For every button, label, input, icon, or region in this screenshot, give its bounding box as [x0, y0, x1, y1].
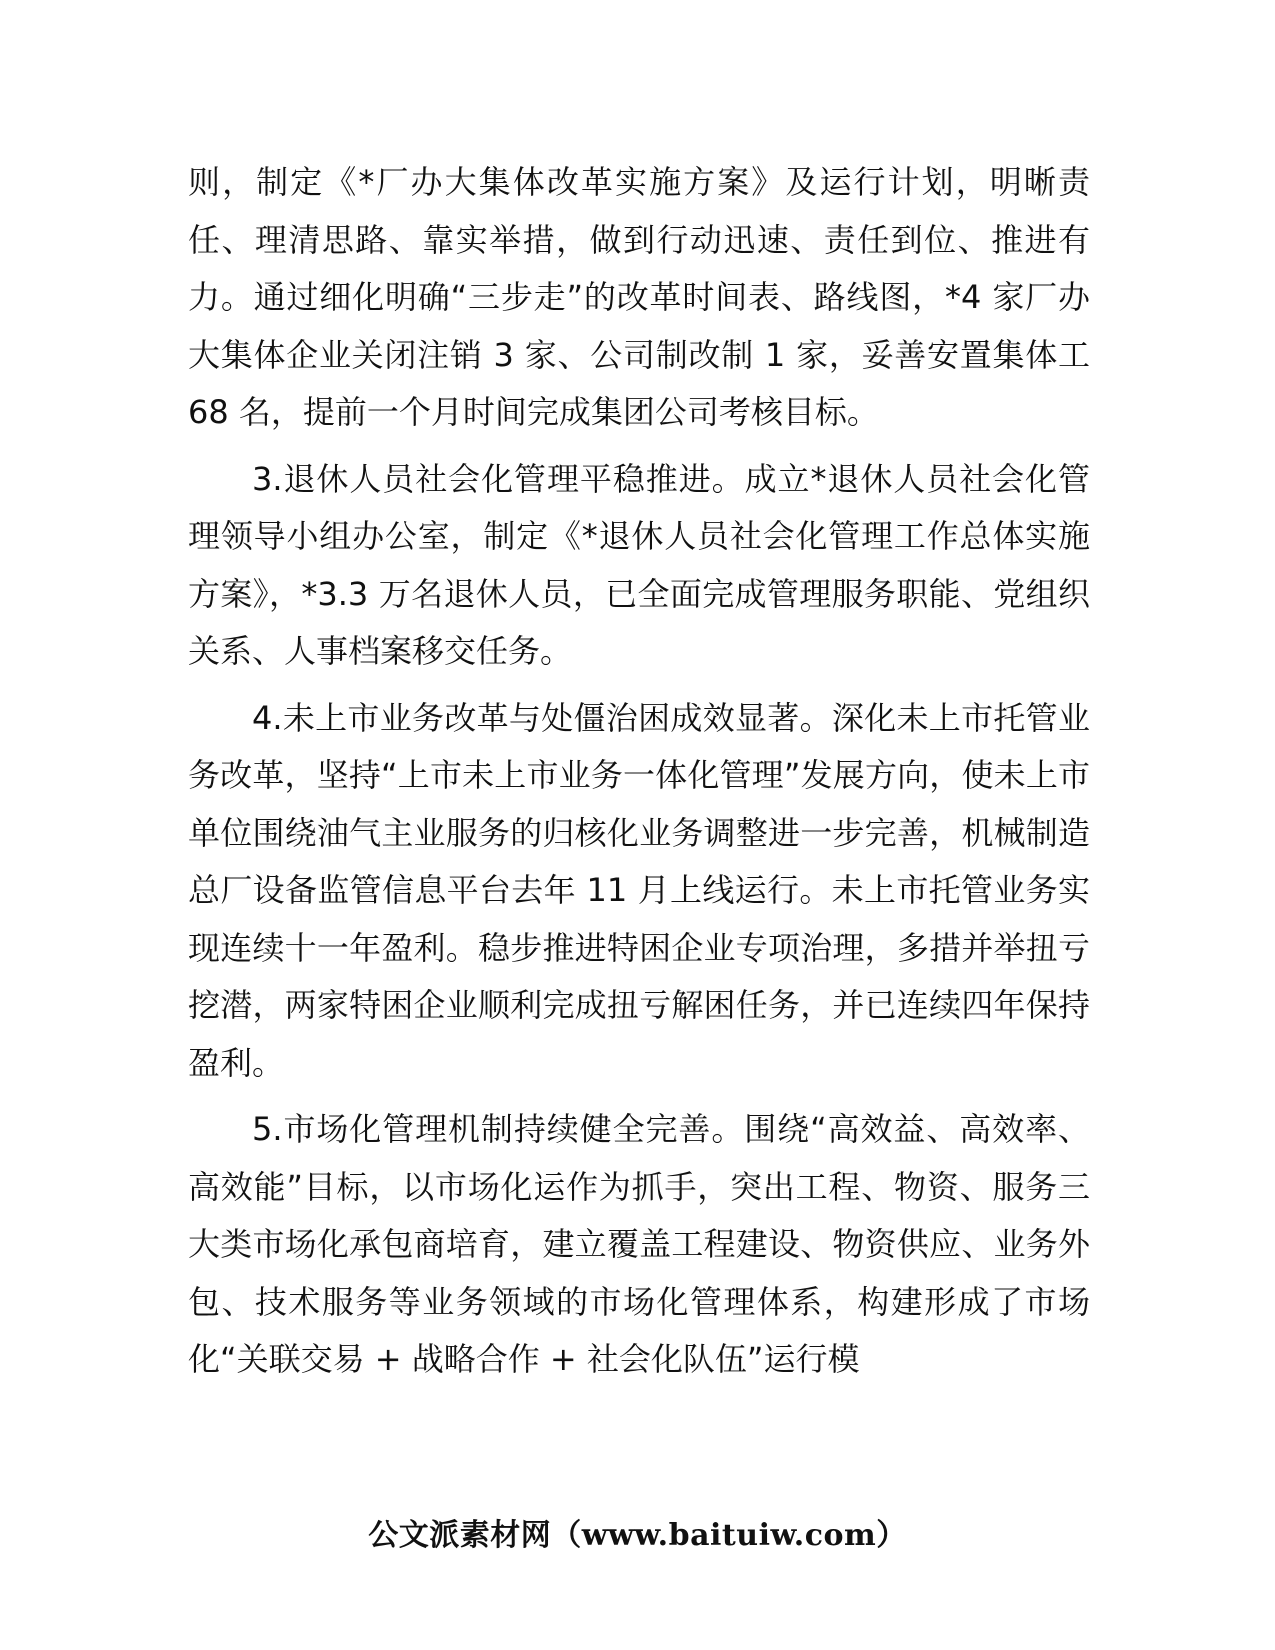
document-body — [188, 154, 1090, 1398]
footer-watermark: 公文派素材网（www.baituiw.com） — [368, 1518, 907, 1553]
paragraph-market-mechanism: 5.市场化管理机制持续健全完善。围绕“高效益、高效率、高效能”目标，以市场化运作为抓手，突出工程、物资、服务三大类市场化承包商培育，建立覆盖工程建设、物资供应、业务外包、技术服务等业务领域的市场化管理体系，构建形成了市场化“关联交易 + 战略合作 + 社会化队伍”运行模 — [188, 1110, 1090, 1378]
paragraph-retiree-management: 3.退休人员社会化管理平稳推进。成立*退休人员社会化管理领导小组办公室，制定《*退休人员社会化管理工作总体实施方案》，*3.3 万名退休人员，已全面完成管理服务职能、党组织关系、人事档案移交任务。 — [188, 459, 1090, 670]
paragraph-continued: 则，制定《*厂办大集体改革实施方案》及运行计划，明晰责任、理清思路、靠实举措，做到行动迅速、责任到位、推进有力。通过细化明确“三步走”的改革时间表、路线图，*4 家厂办大集体企业关闭注销 3 家、公司制改制 1 家，妥善安置集体工 68 名，提前一个月时间完成集团公司考核目标。 — [188, 163, 1090, 431]
paragraph-unlisted-business-reform: 4.未上市业务改革与处僵治困成效显著。深化未上市托管业务改革，坚持“上市未上市业务一体化管理”发展方向，使未上市单位围绕油气主业服务的归核化业务调整进一步完善，机械制造总厂设备监管信息平台去年 11 月上线运行。未上市托管业务实现连续十一年盈利。稳步推进特困企业专项治理，多措并举扭亏挖潜，两家特困企业顺利完成扭亏解困任务，并已连续四年保持盈利。 — [188, 698, 1090, 1082]
